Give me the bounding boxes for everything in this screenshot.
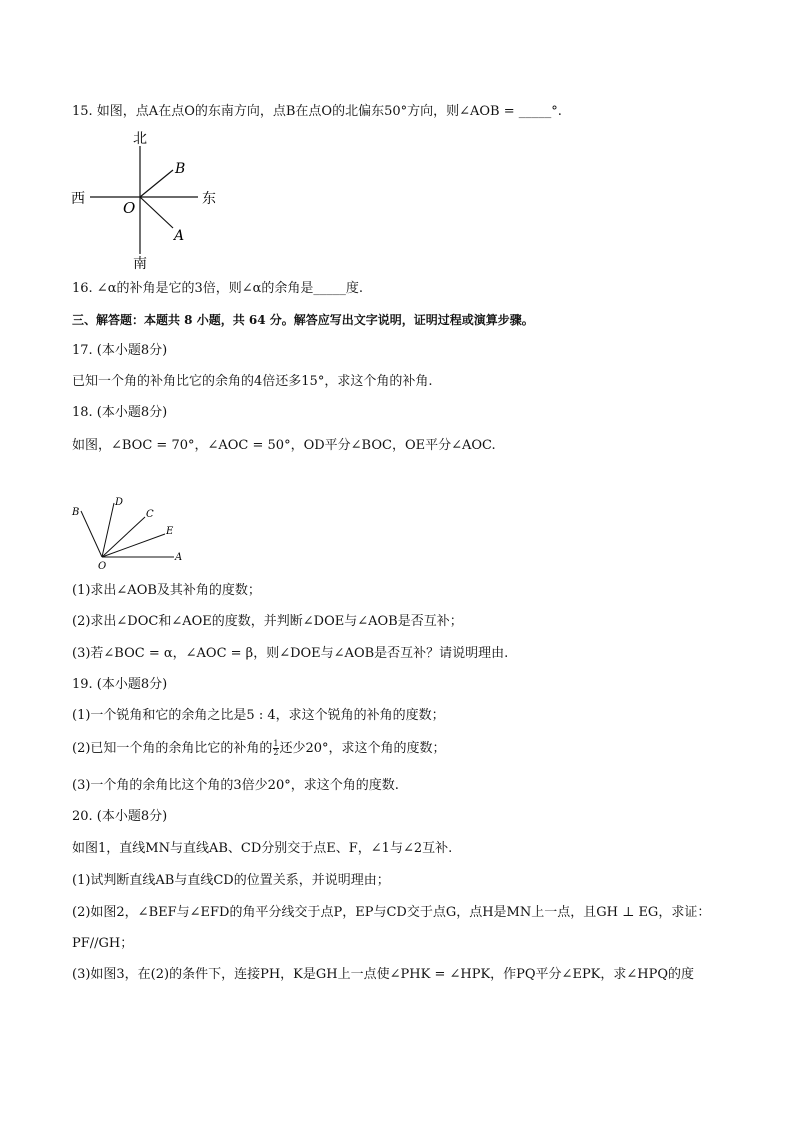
q20-part3: (3)如图3，在(2)的条件下，连接PH，K是GH上一点使∠PHK = ∠HPK，作PQ平分∠EPK，求∠HPQ的度 (72, 967, 695, 982)
q17-header: 17. (本小题8分) (72, 343, 168, 358)
q18-angle-figure (70, 493, 200, 573)
label-a: A (174, 228, 185, 244)
q16-text: 16. ∠α的补角是它的3倍，则∠α的余角是_____度. (72, 281, 364, 296)
ray-oc (102, 517, 145, 557)
q15-text: 15. 如图，点A在点O的东南方向，点B在点O的北偏东50°方向，则∠AOB = _____°. (72, 104, 562, 119)
q17-text: 已知一个角的补角比它的余角的4倍还多15°，求这个角的补角. (72, 374, 433, 389)
q18-part3: (3)若∠BOC = α，∠AOC = β，则∠DOE与∠AOB是否互补？请说明理由. (72, 646, 509, 661)
q18-header: 18. (本小题8分) (72, 405, 168, 420)
q20-header: 20. (本小题8分) (72, 809, 168, 824)
ray-ob (140, 170, 173, 197)
q20-part1: (1)试判断直线AB与直线CD的位置关系，并说明理由； (72, 873, 390, 888)
q19-part1: (1)一个锐角和它的余角之比是5 : 4，求这个锐角的补角的度数； (72, 708, 445, 723)
label-o: O (98, 561, 107, 572)
ray-ob (81, 511, 102, 557)
ray-oe (102, 534, 165, 557)
label-a: A (175, 552, 183, 563)
label-c: C (146, 509, 154, 520)
q18-part1: (1)求出∠AOB及其补角的度数； (72, 583, 261, 598)
label-d: D (115, 497, 124, 508)
label-b: B (72, 507, 80, 518)
label-south: 南 (133, 256, 147, 272)
label-o: O (123, 199, 136, 217)
q19-header: 19. (本小题8分) (72, 677, 168, 692)
label-east: 东 (202, 191, 216, 207)
section3-heading: 三、解答题：本题共 8 小题，共 64 分。解答应写出文字说明，证明过程或演算步骤。 (72, 313, 534, 327)
q20-part2-continued: PF//GH； (72, 936, 134, 951)
label-e: E (166, 526, 174, 537)
ray-oa (140, 197, 173, 228)
label-b: B (175, 161, 186, 177)
q19-part2-after: 还少20°，求这个角的度数； (279, 741, 446, 756)
q20-intro: 如图1，直线MN与直线AB、CD分别交于点E、F，∠1与∠2互补. (72, 841, 453, 856)
q15-compass-figure (70, 128, 230, 272)
q20-part2: (2)如图2，∠BEF与∠EFD的角平分线交于点P，EP与CD交于点G，点H是MN上一点，且GH ⊥ EG，求证： (72, 905, 711, 920)
q19-part3: (3)一个角的余角比这个角的3倍少20°，求这个角的度数. (72, 778, 399, 793)
one-half-fraction: $\frac{1}{2}$ (273, 739, 279, 757)
q18-part2: (2)求出∠DOC和∠AOE的度数，并判断∠DOE与∠AOB是否互补； (72, 614, 463, 629)
q19-part2-before: (2)已知一个角的余角比它的补角的 (72, 741, 273, 756)
q19-part2 (72, 740, 446, 758)
q18-intro: 如图，∠BOC = 70°，∠AOC = 50°，OD平分∠BOC，OE平分∠AOC. (72, 438, 496, 453)
label-west: 西 (71, 191, 85, 207)
label-north: 北 (133, 131, 147, 147)
ray-od (102, 503, 114, 557)
